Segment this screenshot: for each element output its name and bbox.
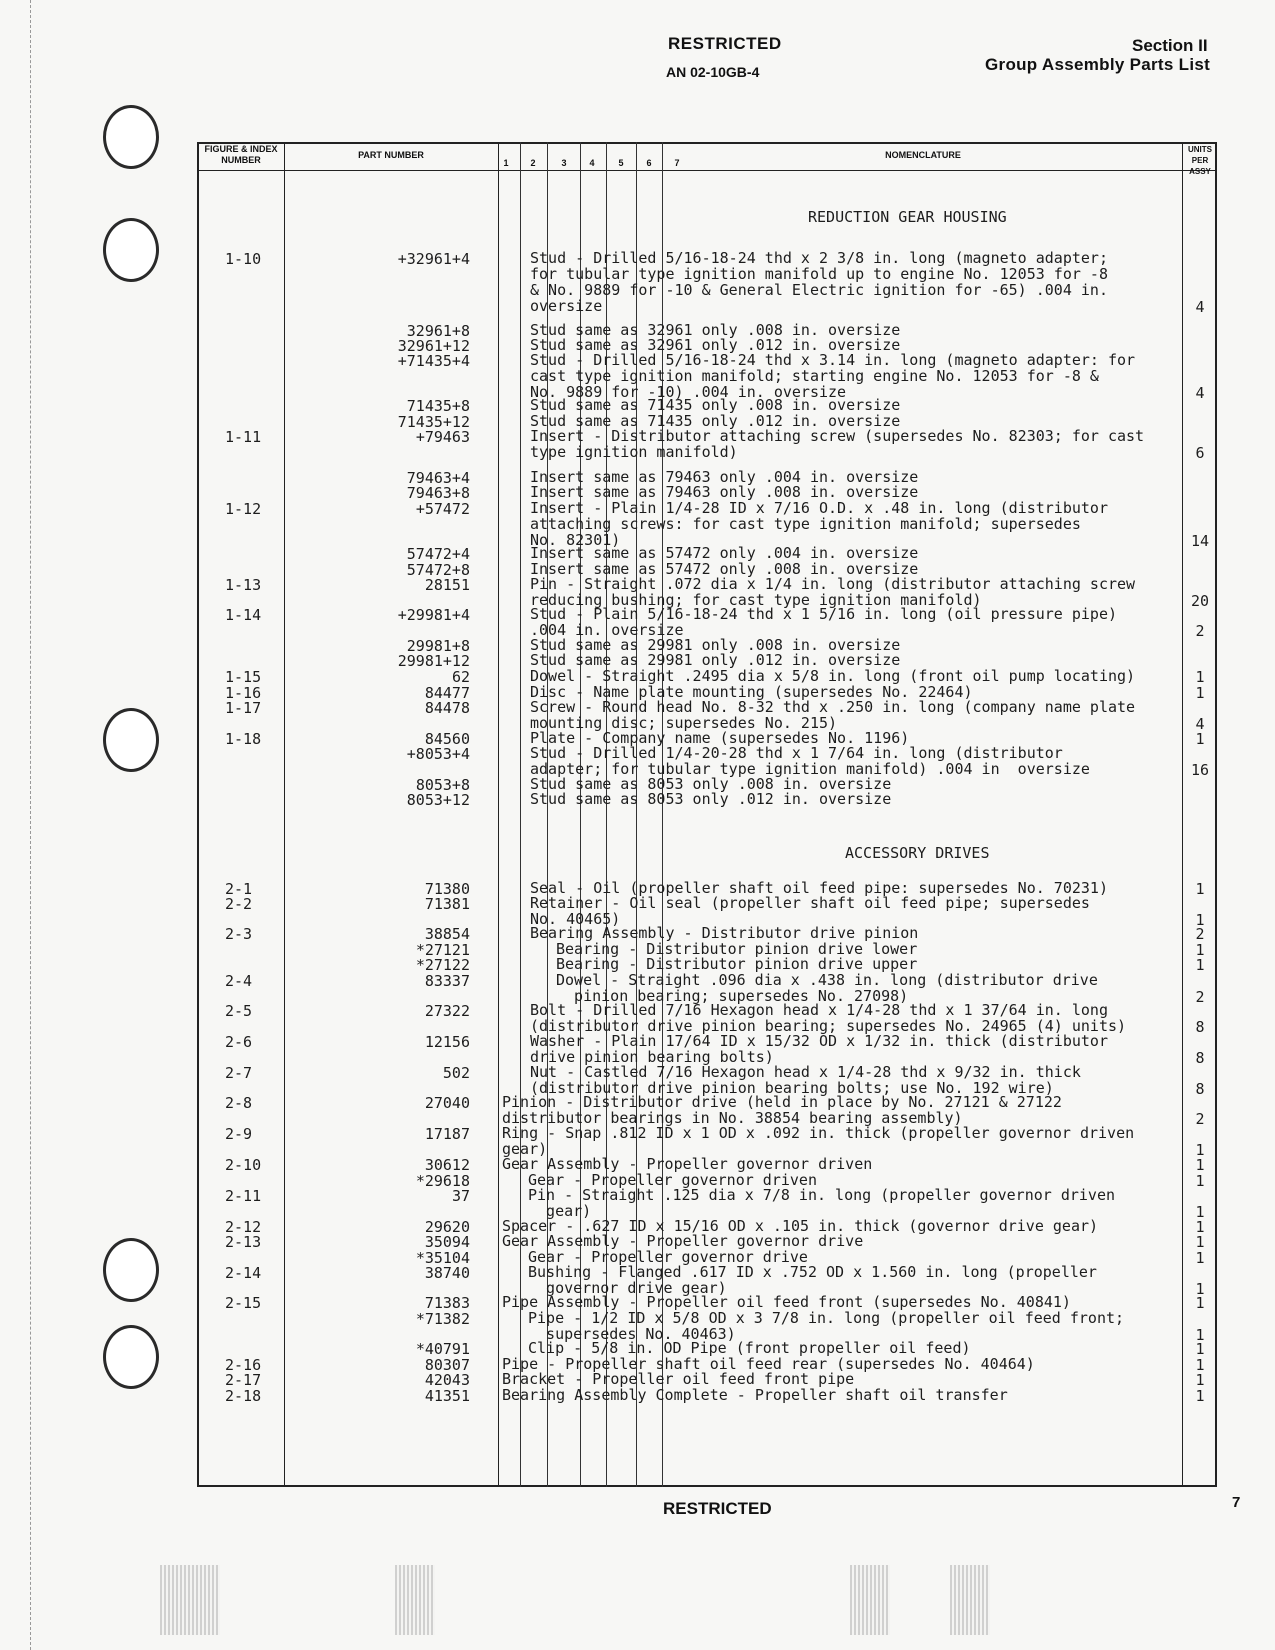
part-number-cell: 71381 xyxy=(424,895,470,913)
units-cell: 1 xyxy=(1195,1280,1205,1298)
units-cell: 1 xyxy=(1195,684,1205,702)
part-number-cell: 502 xyxy=(442,1064,470,1082)
col-divider xyxy=(498,142,499,1487)
nomenclature-cell: Bushing - Flanged .617 ID x .752 OD x 1.560 in. long (propeller governor drive gear) xyxy=(528,1263,1097,1297)
binding-edge xyxy=(30,0,34,1650)
nomenclature-cell: Bearing - Distributor pinion drive upper xyxy=(556,955,918,973)
part-number-cell: 71435+8 xyxy=(406,397,470,415)
units-cell: 1 xyxy=(1195,1218,1205,1236)
restricted-marking-bottom: RESTRICTED xyxy=(663,1499,772,1518)
nomenclature-cell: Bearing - Distributor pinion drive lower xyxy=(556,940,918,958)
figure-index-cell: 2-16 xyxy=(225,1356,262,1374)
section-title: REDUCTION GEAR HOUSING xyxy=(808,208,1007,226)
nomenclature-cell: Pin - Straight .072 dia x 1/4 in. long (distributor attaching screw reducing bushing; for cast type ignition manifold) xyxy=(530,575,1136,609)
part-number-cell: 41351 xyxy=(424,1387,470,1405)
nomenclature-cell: Pin - Straight .125 dia x 7/8 in. long (propeller governor driven gear) xyxy=(528,1186,1115,1220)
figure-index-cell: 2-5 xyxy=(225,1002,253,1020)
punch-hole xyxy=(103,218,159,282)
part-number-cell: *27122 xyxy=(415,956,470,974)
figure-index-cell: 1-11 xyxy=(225,428,262,446)
page-number: 7 xyxy=(1232,1494,1241,1511)
nomenclature-cell: Insert same as 57472 only .008 in. oversize xyxy=(530,560,919,578)
part-number-cell: 12156 xyxy=(424,1033,470,1051)
part-number-cell: *35104 xyxy=(415,1249,470,1267)
figure-index-cell: 2-14 xyxy=(225,1264,262,1282)
units-cell: 1 xyxy=(1195,730,1205,748)
scan-artifact xyxy=(395,1565,435,1635)
part-number-cell: 71383 xyxy=(424,1294,470,1312)
part-number-cell: 71380 xyxy=(424,880,470,898)
nomenclature-cell: Stud same as 32961 only .008 in. oversize xyxy=(530,321,901,339)
part-number-cell: +71435+4 xyxy=(397,352,470,370)
nomenclature-cell: Plate - Company name (supersedes No. 1196) xyxy=(530,729,910,747)
col-header-part-number: PART NUMBER xyxy=(358,150,424,160)
units-cell: 4 xyxy=(1195,384,1205,402)
nomenclature-cell: Washer - Plain 17/64 ID x 15/32 OD x 1/32 in. thick (distributor drive pinion bearing bolts) xyxy=(530,1032,1108,1066)
part-number-cell: 84478 xyxy=(424,699,470,717)
nomenclature-cell: Bearing Assembly - Distributor drive pinion xyxy=(530,924,919,942)
punch-hole xyxy=(103,1238,159,1302)
units-cell: 8 xyxy=(1195,1018,1205,1036)
part-number-cell: 37 xyxy=(451,1187,470,1205)
part-number-cell: +8053+4 xyxy=(406,745,470,763)
col-header-level-2: 2 xyxy=(530,158,536,168)
figure-index-cell: 1-17 xyxy=(225,699,262,717)
nomenclature-cell: Stud same as 29981 only .008 in. oversize xyxy=(530,636,901,654)
nomenclature-cell: Bolt - Drilled 7/16 Hexagon head x 1/4-28 thd x 1 37/64 in. long (distributor drive pinion bearing; supersedes No. 24965 (4) units) xyxy=(530,1001,1127,1035)
punch-hole xyxy=(103,105,159,169)
col-header-level-5: 5 xyxy=(618,158,624,168)
part-number-cell: *71382 xyxy=(415,1310,470,1328)
scan-artifact xyxy=(850,1565,890,1635)
units-cell: 1 xyxy=(1195,1371,1205,1389)
part-number-cell: 35094 xyxy=(424,1233,470,1251)
part-number-cell: 83337 xyxy=(424,972,470,990)
units-cell: 8 xyxy=(1195,1049,1205,1067)
units-cell: 2 xyxy=(1195,925,1205,943)
document-code: AN 02-10GB-4 xyxy=(666,64,760,80)
figure-index-cell: 2-8 xyxy=(225,1094,253,1112)
part-number-cell: 30612 xyxy=(424,1156,470,1174)
nomenclature-cell: Stud same as 32961 only .012 in. oversize xyxy=(530,336,901,354)
units-cell: 1 xyxy=(1195,1233,1205,1251)
punch-hole xyxy=(103,1325,159,1389)
restricted-marking-top: RESTRICTED xyxy=(668,34,782,53)
section-title: ACCESSORY DRIVES xyxy=(845,844,990,862)
nomenclature-cell: Pipe - Propeller shaft oil feed rear (supersedes No. 40464) xyxy=(502,1355,1035,1373)
nomenclature-cell: Seal - Oil (propeller shaft oil feed pipe: supersedes No. 70231) xyxy=(530,879,1108,897)
units-cell: 1 xyxy=(1195,1203,1205,1221)
part-number-cell: 80307 xyxy=(424,1356,470,1374)
part-number-cell: 8053+8 xyxy=(415,776,470,794)
units-cell: 1 xyxy=(1195,1249,1205,1267)
units-cell: 20 xyxy=(1190,592,1210,610)
units-cell: 6 xyxy=(1195,444,1205,462)
part-number-cell: 71435+12 xyxy=(397,413,470,431)
units-cell: 1 xyxy=(1195,1141,1205,1159)
figure-index-cell: 2-18 xyxy=(225,1387,262,1405)
part-number-cell: 27322 xyxy=(424,1002,470,1020)
nomenclature-cell: Gear - Propeller governor drive xyxy=(528,1248,808,1266)
units-cell: 14 xyxy=(1190,532,1210,550)
nomenclature-cell: Stud - Drilled 5/16-18-24 thd x 2 3/8 in. long (magneto adapter; for tubular type ignition manifold up to engine No. 12053 for -8 & No. 9889 for -10 & General Electric ignition for -65) .004 in. oversize xyxy=(530,249,1108,315)
nomenclature-cell: Insert same as 79463 only .004 in. oversize xyxy=(530,468,919,486)
scan-artifact xyxy=(160,1565,220,1635)
units-cell: 1 xyxy=(1195,880,1205,898)
nomenclature-cell: Spacer - .627 ID x 15/16 OD x .105 in. thick (governor drive gear) xyxy=(502,1217,1099,1235)
part-number-cell: +79463 xyxy=(415,428,470,446)
col-header-level-4: 4 xyxy=(589,158,595,168)
units-cell: 1 xyxy=(1195,1340,1205,1358)
nomenclature-cell: Insert same as 79463 only .008 in. oversize xyxy=(530,483,919,501)
figure-index-cell: 1-12 xyxy=(225,500,262,518)
part-number-cell: 29981+12 xyxy=(397,652,470,670)
nomenclature-cell: Dowel - Straight .096 dia x .438 in. long (distributor drive pinion bearing; supersedes No. 27098) xyxy=(556,971,1098,1005)
nomenclature-cell: Stud same as 8053 only .012 in. oversize xyxy=(530,790,892,808)
nomenclature-cell: Disc - Name plate mounting (supersedes No. 22464) xyxy=(530,683,973,701)
col-header-figure-index: FIGURE & INDEX NUMBER xyxy=(204,144,278,165)
part-number-cell: 28151 xyxy=(424,576,470,594)
col-header-nomenclature: NOMENCLATURE xyxy=(885,150,961,160)
figure-index-cell: 1-14 xyxy=(225,606,262,624)
nomenclature-cell: Stud - Drilled 1/4-20-28 thd x 1 7/64 in. long (distributor adapter; for tubular type ignition manifold) .004 in oversize xyxy=(530,744,1090,778)
nomenclature-cell: Retainer - Oil seal (propeller shaft oil feed pipe; supersedes No. 40465) xyxy=(530,894,1090,928)
figure-index-cell: 1-10 xyxy=(225,250,262,268)
figure-index-cell: 2-7 xyxy=(225,1064,253,1082)
units-cell: 1 xyxy=(1195,956,1205,974)
nomenclature-cell: Insert - Plain 1/4-28 ID x 7/16 O.D. x .48 in. long (distributor attaching screws: for cast type ignition manifold; supersedes No. 82301) xyxy=(530,499,1108,549)
nomenclature-cell: Stud same as 8053 only .008 in. oversize xyxy=(530,775,892,793)
nomenclature-cell: Insert same as 57472 only .004 in. oversize xyxy=(530,544,919,562)
units-cell: 4 xyxy=(1195,715,1205,733)
figure-index-cell: 2-12 xyxy=(225,1218,262,1236)
part-number-cell: *29618 xyxy=(415,1172,470,1190)
nomenclature-cell: Stud same as 29981 only .012 in. oversize xyxy=(530,651,901,669)
units-cell: 1 xyxy=(1195,1387,1205,1405)
units-cell: 1 xyxy=(1195,1326,1205,1344)
scan-artifact xyxy=(950,1565,990,1635)
figure-index-cell: 2-11 xyxy=(225,1187,262,1205)
part-number-cell: 32961+12 xyxy=(397,337,470,355)
figure-index-cell: 2-17 xyxy=(225,1371,262,1389)
figure-index-cell: 1-18 xyxy=(225,730,262,748)
figure-index-cell: 1-16 xyxy=(225,684,262,702)
part-number-cell: +32961+4 xyxy=(397,250,470,268)
part-number-cell: 79463+8 xyxy=(406,484,470,502)
nomenclature-cell: Pipe - 1/2 ID x 5/8 OD x 3 7/8 in. long (propeller oil feed front; supersedes No. 40463) xyxy=(528,1309,1125,1343)
part-number-cell: *40791 xyxy=(415,1340,470,1358)
nomenclature-cell: Stud - Plain 5/16-18-24 thd x 1 5/16 in. long (oil pressure pipe) .004 in. oversize xyxy=(530,605,1117,639)
figure-index-cell: 2-9 xyxy=(225,1125,253,1143)
part-number-cell: 38740 xyxy=(424,1264,470,1282)
part-number-cell: 42043 xyxy=(424,1371,470,1389)
nomenclature-cell: Stud - Drilled 5/16-18-24 thd x 3.14 in. long (magneto adapter: for cast type ignition manifold; starting engine No. 12053 for -8 & No. 9889 for -10) .004 in. oversize xyxy=(530,351,1136,401)
figure-index-cell: 2-15 xyxy=(225,1294,262,1312)
figure-index-cell: 2-6 xyxy=(225,1033,253,1051)
figure-index-cell: 2-4 xyxy=(225,972,253,990)
part-number-cell: 8053+12 xyxy=(406,791,470,809)
units-cell: 1 xyxy=(1195,1156,1205,1174)
nomenclature-cell: Bracket - Propeller oil feed front pipe xyxy=(502,1370,855,1388)
figure-index-cell: 2-13 xyxy=(225,1233,262,1251)
units-cell: 1 xyxy=(1195,1356,1205,1374)
units-cell: 1 xyxy=(1195,668,1205,686)
part-number-cell: 17187 xyxy=(424,1125,470,1143)
part-number-cell: 32961+8 xyxy=(406,322,470,340)
nomenclature-cell: Bearing Assembly Complete - Propeller shaft oil transfer xyxy=(502,1386,1008,1404)
part-number-cell: 84477 xyxy=(424,684,470,702)
units-cell: 16 xyxy=(1190,761,1210,779)
figure-index-cell: 2-2 xyxy=(225,895,253,913)
units-cell: 2 xyxy=(1195,622,1205,640)
units-cell: 4 xyxy=(1195,298,1205,316)
units-cell: 1 xyxy=(1195,941,1205,959)
nomenclature-cell: Insert - Distributor attaching screw (supersedes No. 82303; for cast type ignition manifold) xyxy=(530,427,1145,461)
part-number-cell: 57472+4 xyxy=(406,545,470,563)
nomenclature-cell: Nut - Castled 7/16 Hexagon head x 1/4-28 thd x 9/32 in. thick (distributor drive pinion bearing bolts; use No. 192 wire) xyxy=(530,1063,1081,1097)
part-number-cell: *27121 xyxy=(415,941,470,959)
punch-hole xyxy=(103,708,159,772)
nomenclature-cell: Gear Assembly - Propeller governor drive xyxy=(502,1232,864,1250)
nomenclature-cell: Gear - Propeller governor driven xyxy=(528,1171,817,1189)
figure-index-cell: 2-3 xyxy=(225,925,253,943)
nomenclature-cell: Ring - Snap .812 ID x 1 OD x .092 in. thick (propeller governor driven gear) xyxy=(502,1124,1135,1158)
col-header-level-7: 7 xyxy=(674,158,680,168)
nomenclature-cell: Dowel - Straight .2495 dia x 5/8 in. long (front oil pump locating) xyxy=(530,667,1136,685)
section-label: Section II xyxy=(1132,36,1208,55)
units-cell: 1 xyxy=(1195,1294,1205,1312)
nomenclature-cell: Pipe Assembly - Propeller oil feed front (supersedes No. 40841) xyxy=(502,1293,1071,1311)
part-number-cell: 29981+8 xyxy=(406,637,470,655)
nomenclature-cell: Gear Assembly - Propeller governor driven xyxy=(502,1155,873,1173)
part-number-cell: 27040 xyxy=(424,1094,470,1112)
units-cell: 1 xyxy=(1195,1172,1205,1190)
table-header-divider xyxy=(197,170,1217,171)
part-number-cell: +29981+4 xyxy=(397,606,470,624)
nomenclature-cell: Stud same as 71435 only .012 in. oversize xyxy=(530,412,901,430)
section-subtitle: Group Assembly Parts List xyxy=(985,55,1211,74)
part-number-cell: 38854 xyxy=(424,925,470,943)
col-header-level-1: 1 xyxy=(503,158,509,168)
units-cell: 8 xyxy=(1195,1080,1205,1098)
figure-index-cell: 2-10 xyxy=(225,1156,262,1174)
part-number-cell: +57472 xyxy=(415,500,470,518)
col-header-level-3: 3 xyxy=(561,158,567,168)
figure-index-cell: 2-1 xyxy=(225,880,253,898)
part-number-cell: 62 xyxy=(451,668,470,686)
units-cell: 2 xyxy=(1195,988,1205,1006)
col-divider xyxy=(284,142,285,1487)
part-number-cell: 29620 xyxy=(424,1218,470,1236)
col-header-units: UNITS PER ASSY xyxy=(1188,145,1212,176)
nomenclature-cell: Stud same as 71435 only .008 in. oversize xyxy=(530,396,901,414)
part-number-cell: 57472+8 xyxy=(406,561,470,579)
nomenclature-cell: Pinion - Distributor drive (held in place by No. 27121 & 27122 distributor bearings in No. 38854 bearing assembly) xyxy=(502,1093,1062,1127)
level-divider xyxy=(520,142,521,1487)
nomenclature-cell: Clip - 5/8 in. OD Pipe (front propeller oil feed) xyxy=(528,1339,971,1357)
units-cell: 1 xyxy=(1195,911,1205,929)
col-header-level-6: 6 xyxy=(646,158,652,168)
part-number-cell: 84560 xyxy=(424,730,470,748)
part-number-cell: 79463+4 xyxy=(406,469,470,487)
figure-index-cell: 1-13 xyxy=(225,576,262,594)
nomenclature-cell: Screw - Round head No. 8-32 thd x .250 in. long (company name plate mounting disc; supersedes No. 215) xyxy=(530,698,1136,732)
figure-index-cell: 1-15 xyxy=(225,668,262,686)
units-cell: 2 xyxy=(1195,1110,1205,1128)
